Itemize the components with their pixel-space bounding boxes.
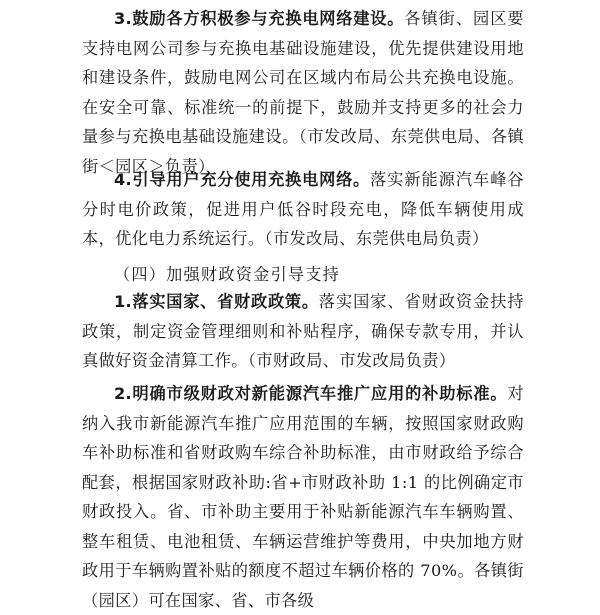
paragraph-1-title: 1.落实国家、省财政政策。 xyxy=(114,292,319,311)
paragraph-3-body: 各镇街、园区要支持电网公司参与充换电基础设施建设，优先提供建设用地和建设条件，鼓励电网公司在区域内布局公共充换电设施。在安全可靠、标准统一的前提下，鼓励并支持更多的社会力量参与充换电基础设施建设。（市发改局、东莞供电局、各镇街＜园区＞负责） xyxy=(82,9,524,176)
paragraph-1-body: 落实国家、省财政资金扶持政策，制定资金管理细则和补贴程序，确保专款专用，并认真做好资金清算工作。（市财政局、市发改局负责） xyxy=(82,292,524,370)
paragraph-2-body: 对纳入我市新能源汽车推广应用范围的车辆，按照国家财政购车补助标准和省财政购车综合补助标准，由市财政给予综合配套，根据国家财政补助:省+市财政补助 1:1 的比例确定市财政投入。省、市补助主要用于补贴新能源汽车车辆购置、整车租赁、电池租赁、车辆运营维护等费用，中央加地方财政用于车辆购置补贴的额度不超过车辆价格的 70%。各镇街（园区）可在国家、省、市各级 xyxy=(82,384,524,610)
paragraph-4 xyxy=(82,165,524,254)
paragraph-1 xyxy=(82,287,524,376)
paragraph-2 xyxy=(82,379,524,615)
cropped-previous-line xyxy=(118,0,408,2)
paragraph-3-title: 3.鼓励各方积极参与充换电网络建设。 xyxy=(114,9,405,28)
section-heading: （四）加强财政资金引导支持 xyxy=(114,265,341,284)
paragraph-4-title: 4.引导用户充分使用充换电网络。 xyxy=(114,170,371,189)
paragraph-2-title: 2.明确市级财政对新能源汽车推广应用的补助标准。 xyxy=(114,384,508,403)
paragraph-4-body: 落实新能源汽车峰谷分时电价政策，促进用户低谷时段充电，降低车辆使用成本，优化电力系统运行。（市发改局、东莞供电局负责） xyxy=(82,170,524,248)
paragraph-3 xyxy=(82,4,524,181)
